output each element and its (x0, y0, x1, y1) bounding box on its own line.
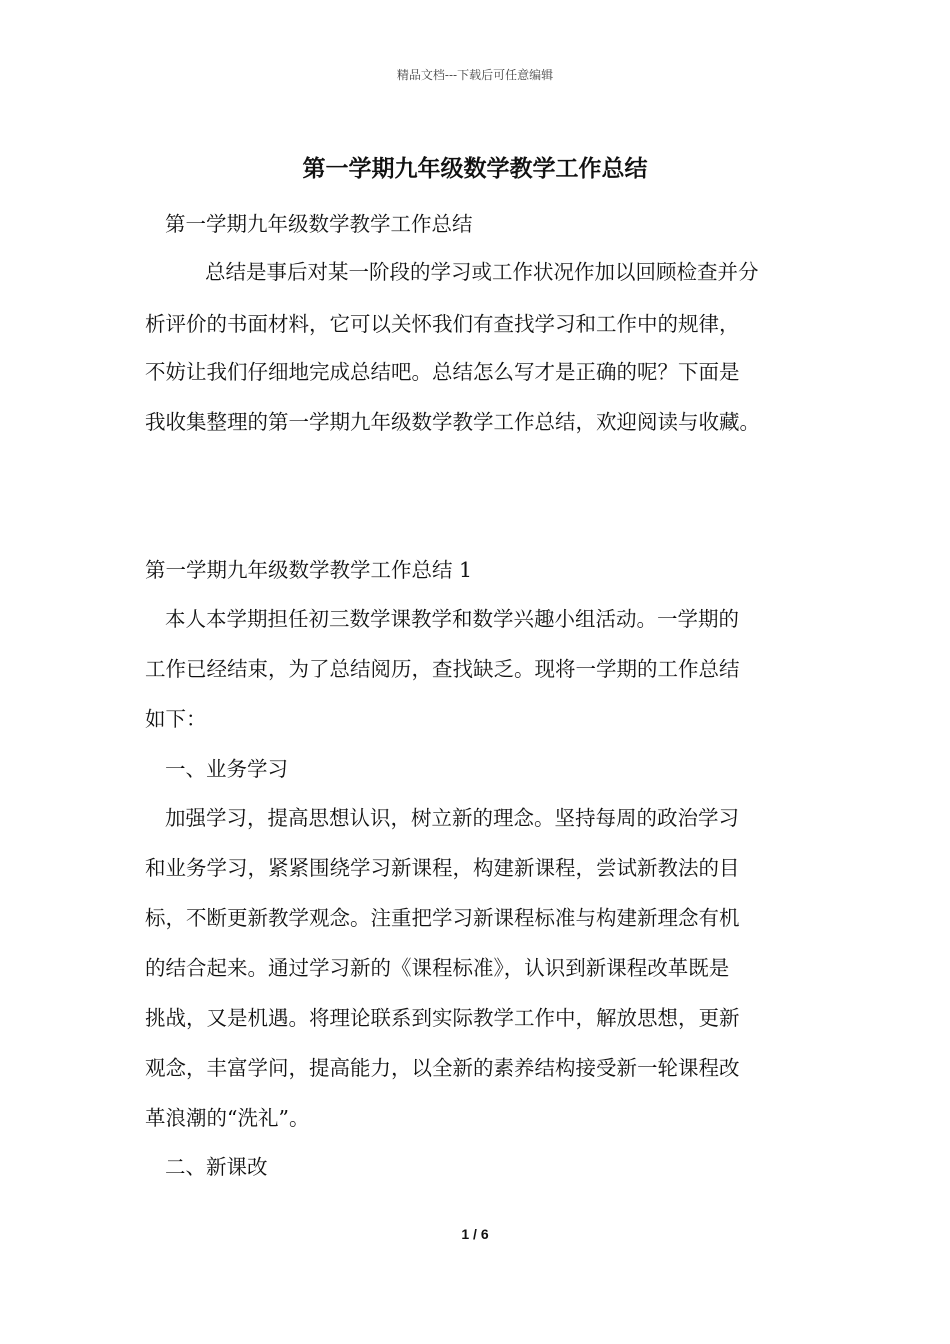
intro-line: 我收集整理的第一学期九年级数学教学工作总结，欢迎阅读与收藏。 (145, 410, 760, 434)
section-heading: 第一学期九年级数学教学工作总结 1 (145, 558, 473, 582)
paragraph-line: 如下： (145, 707, 207, 731)
paragraph-line: 标，不断更新教学观念。注重把学习新课程标准与构建新理念有机 (145, 906, 740, 930)
paragraph-line: 工作已经结束，为了总结阅历，查找缺乏。现将一学期的工作总结 (145, 657, 740, 681)
intro-line: 析评价的书面材料，它可以关怀我们有查找学习和工作中的规律， (145, 312, 740, 336)
intro-line: 总结是事后对某一阶段的学习或工作状况作加以回顾检查并分 (205, 260, 759, 284)
paragraph-line: 革浪潮的“洗礼”。 (145, 1106, 310, 1130)
paragraph-line: 挑战，又是机遇。将理论联系到实际教学工作中，解放思想，更新 (145, 1006, 740, 1030)
page-number: 1 / 6 (461, 1226, 489, 1242)
paragraph-line: 和业务学习，紧紧围绕学习新课程，构建新课程，尝试新教法的目 (145, 856, 740, 880)
intro-line: 不妨让我们仔细地完成总结吧。总结怎么写才是正确的呢？下面是 (145, 360, 740, 384)
header-note: 精品文档---下载后可任意编辑 (396, 68, 554, 82)
document-subtitle: 第一学期九年级数学教学工作总结 (165, 212, 473, 236)
part-heading: 二、新课改 (165, 1155, 268, 1179)
paragraph-line: 本人本学期担任初三数学课教学和数学兴趣小组活动。一学期的 (165, 607, 739, 631)
document-title: 第一学期九年级数学教学工作总结 (302, 155, 648, 182)
paragraph-line: 的结合起来。通过学习新的《课程标准》，认识到新课程改革既是 (145, 956, 730, 980)
paragraph-line: 加强学习，提高思想认识，树立新的理念。坚持每周的政治学习 (165, 806, 739, 830)
paragraph-line: 观念，丰富学问，提高能力，以全新的素养结构接受新一轮课程改 (145, 1056, 740, 1080)
part-heading: 一、业务学习 (165, 757, 288, 781)
